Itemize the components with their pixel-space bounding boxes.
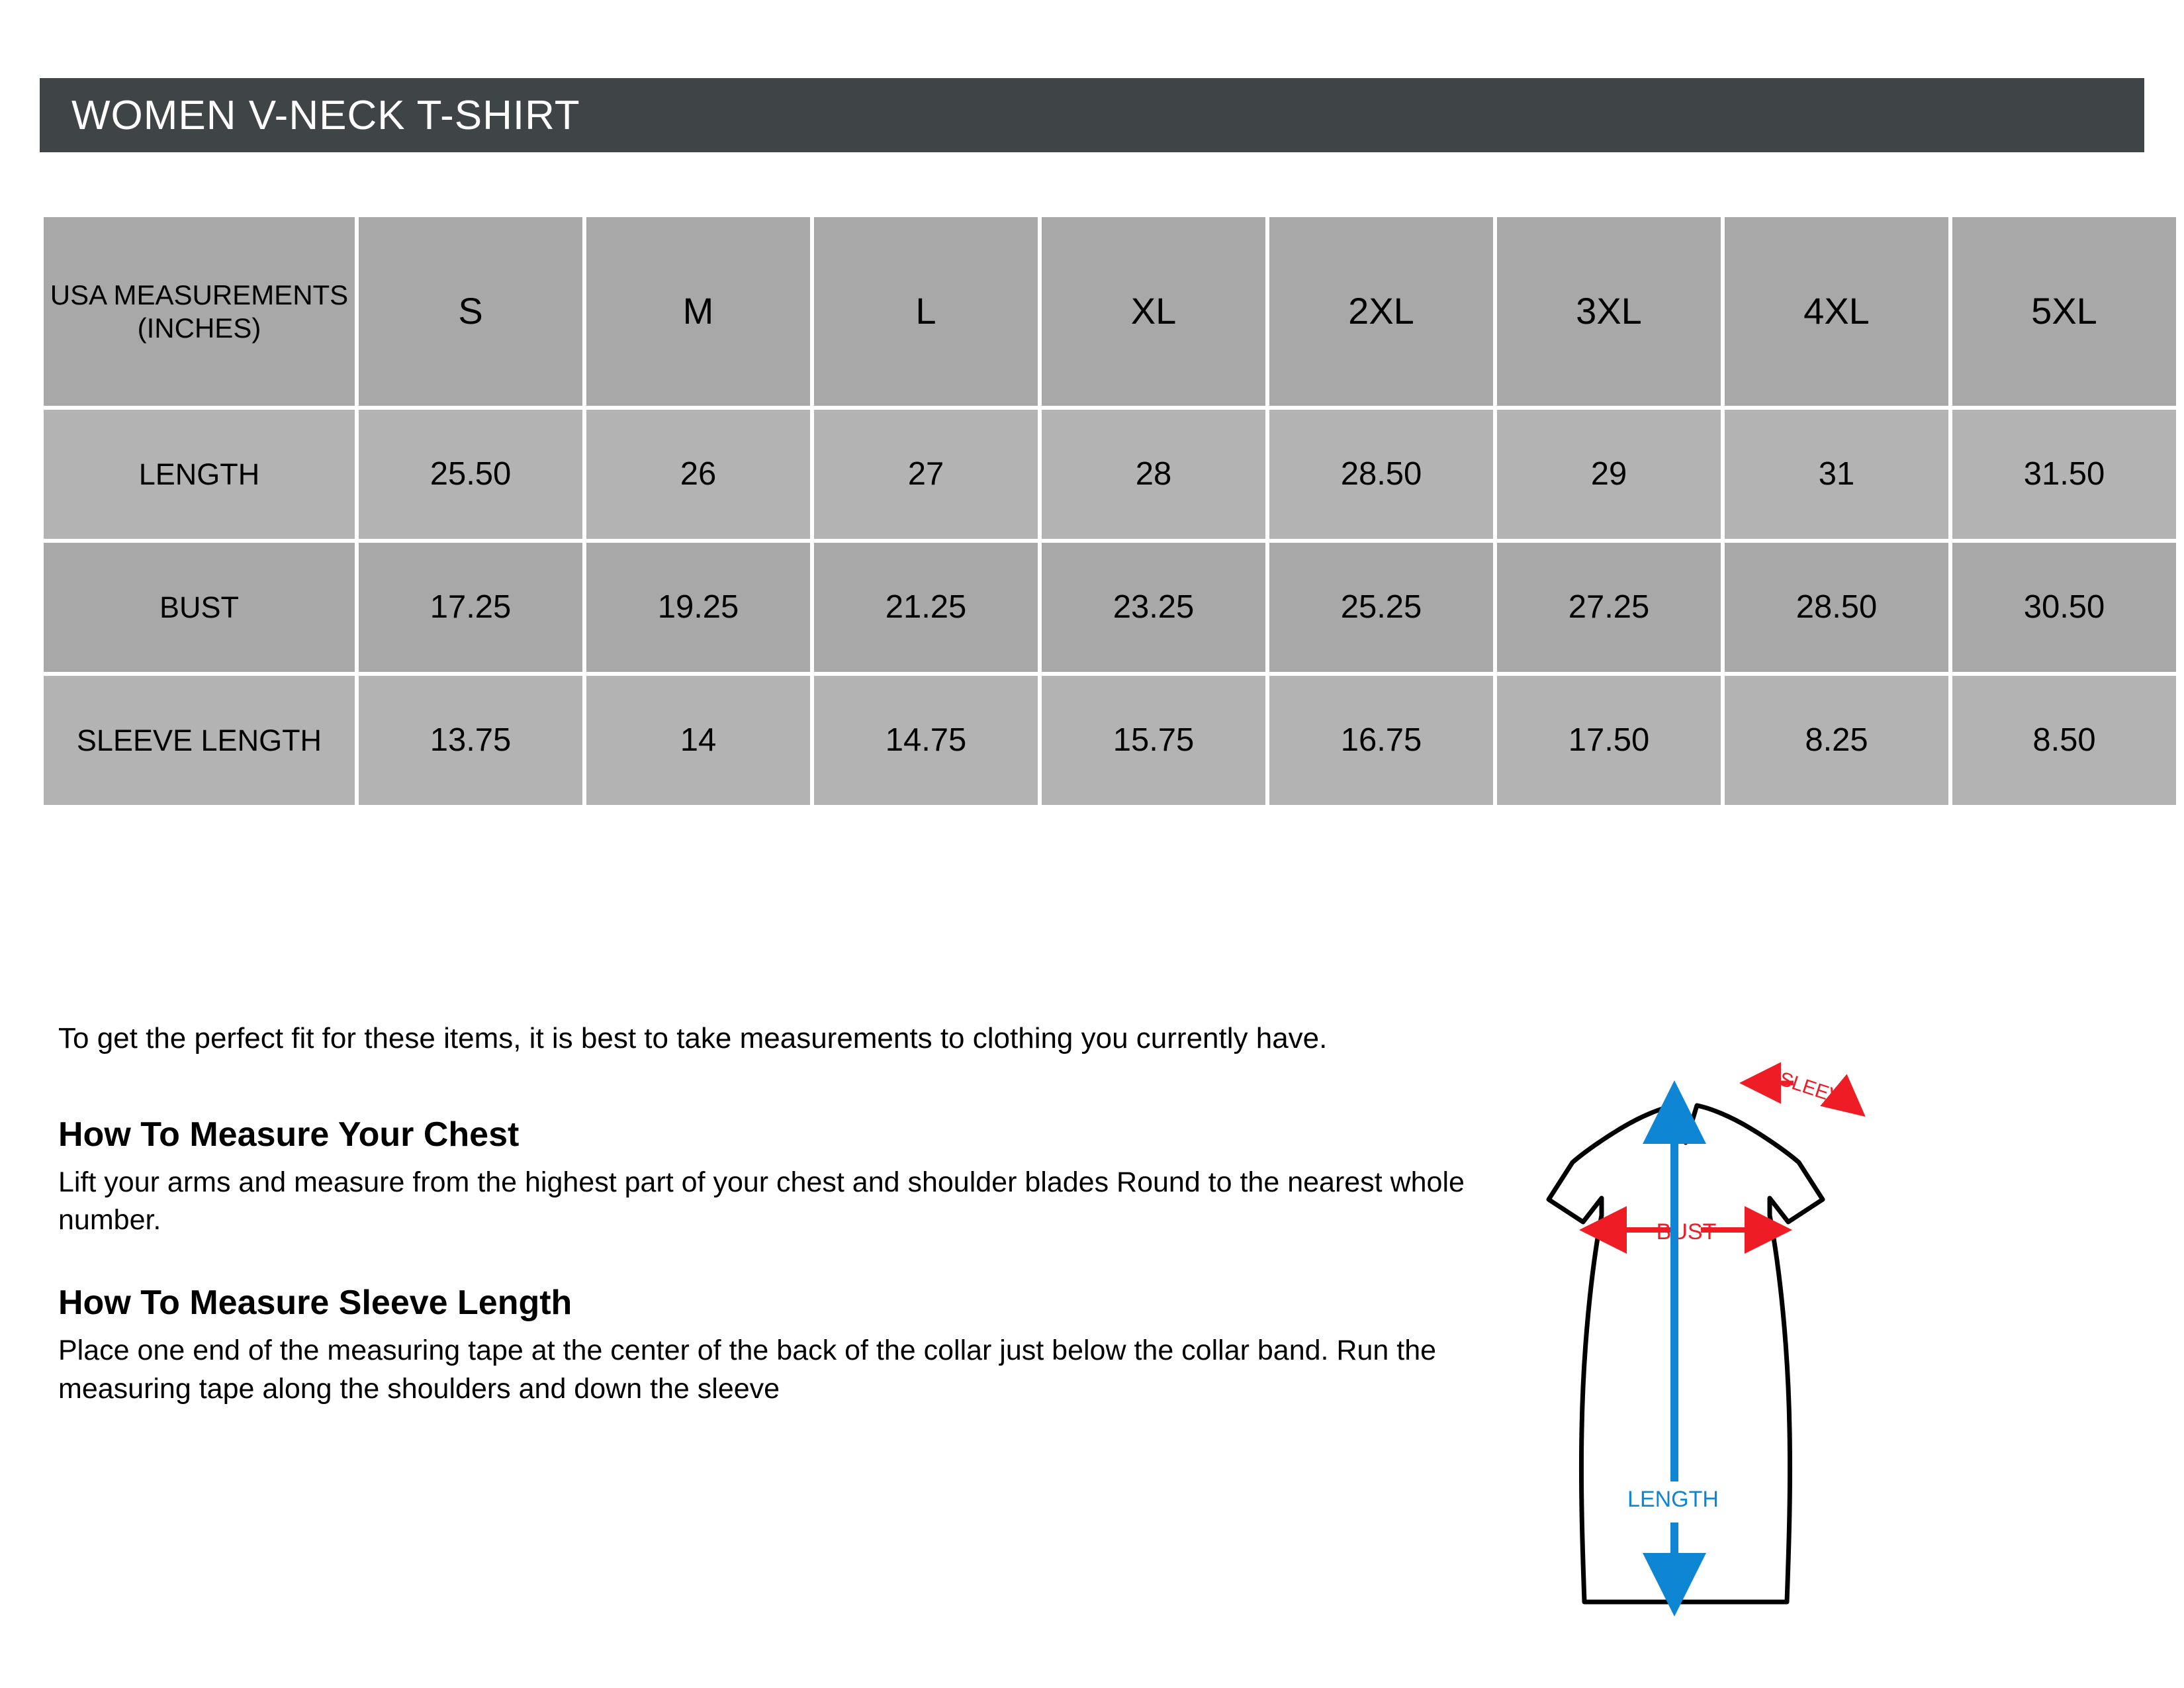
table-cell: 16.75 bbox=[1269, 676, 1493, 805]
table-header-row bbox=[44, 217, 2176, 406]
table-cell: 29 bbox=[1497, 410, 1721, 539]
sleeve-measure-arrow bbox=[1749, 1068, 1858, 1112]
row-label: LENGTH bbox=[44, 410, 355, 539]
shirt-outline-icon bbox=[1549, 1105, 1823, 1602]
table-row bbox=[44, 543, 2176, 672]
table-column-header: M bbox=[586, 217, 810, 406]
table-cell: 8.50 bbox=[1952, 676, 2176, 805]
table-column-header: 3XL bbox=[1497, 217, 1721, 406]
table-cell: 15.75 bbox=[1042, 676, 1265, 805]
table-cell: 13.75 bbox=[359, 676, 582, 805]
table-cell: 8.25 bbox=[1725, 676, 1948, 805]
instructions-section bbox=[58, 1019, 1475, 1408]
table-column-header: 4XL bbox=[1725, 217, 1948, 406]
table-cell: 30.50 bbox=[1952, 543, 2176, 672]
row-label: SLEEVE LENGTH bbox=[44, 676, 355, 805]
table-cell: 25.50 bbox=[359, 410, 582, 539]
table-cell: 25.25 bbox=[1269, 543, 1493, 672]
table-corner-label: USA MEASUREMENTS (INCHES) bbox=[44, 217, 355, 406]
table-row bbox=[44, 676, 2176, 805]
table-column-header: 2XL bbox=[1269, 217, 1493, 406]
table-cell: 28.50 bbox=[1725, 543, 1948, 672]
sleeve-heading: How To Measure Sleeve Length bbox=[58, 1284, 572, 1323]
intro-text: To get the perfect fit for these items, it is best to take measurements to clothing you currently have. bbox=[58, 1022, 1328, 1055]
table-cell: 23.25 bbox=[1042, 543, 1265, 672]
row-label: BUST bbox=[44, 543, 355, 672]
chest-instructions: Lift your arms and measure from the highest part of your chest and shoulder blades Round to the nearest whole number. bbox=[58, 1166, 1465, 1237]
shirt-measurement-diagram bbox=[1509, 1059, 2052, 1635]
table-cell: 17.50 bbox=[1497, 676, 1721, 805]
table-cell: 14 bbox=[586, 676, 810, 805]
table-cell: 26 bbox=[586, 410, 810, 539]
page-title: WOMEN V-NECK T-SHIRT bbox=[71, 92, 580, 138]
size-chart-table bbox=[40, 213, 2180, 809]
table-cell: 31 bbox=[1725, 410, 1948, 539]
table-column-header: 5XL bbox=[1952, 217, 2176, 406]
bust-label: BUST bbox=[1656, 1219, 1717, 1244]
table-row bbox=[44, 410, 2176, 539]
table-cell: 14.75 bbox=[814, 676, 1038, 805]
table-column-header: XL bbox=[1042, 217, 1265, 406]
table-cell: 19.25 bbox=[586, 543, 810, 672]
chest-heading: How To Measure Your Chest bbox=[58, 1115, 520, 1154]
sleeve-label: SLEEVE bbox=[1776, 1068, 1857, 1113]
table-cell: 31.50 bbox=[1952, 410, 2176, 539]
table-cell: 27.25 bbox=[1497, 543, 1721, 672]
page-title-bar bbox=[40, 78, 2144, 152]
table-cell: 28 bbox=[1042, 410, 1265, 539]
table-column-header: L bbox=[814, 217, 1038, 406]
sleeve-instructions: Place one end of the measuring tape at the center of the back of the collar just below the collar band. Run the measuring tape along the shoulders and down the sleeve bbox=[58, 1335, 1437, 1405]
table-cell: 17.25 bbox=[359, 543, 582, 672]
table-cell: 21.25 bbox=[814, 543, 1038, 672]
length-label: LENGTH bbox=[1627, 1487, 1719, 1512]
table-cell: 27 bbox=[814, 410, 1038, 539]
table-column-header: S bbox=[359, 217, 582, 406]
table-cell: 28.50 bbox=[1269, 410, 1493, 539]
